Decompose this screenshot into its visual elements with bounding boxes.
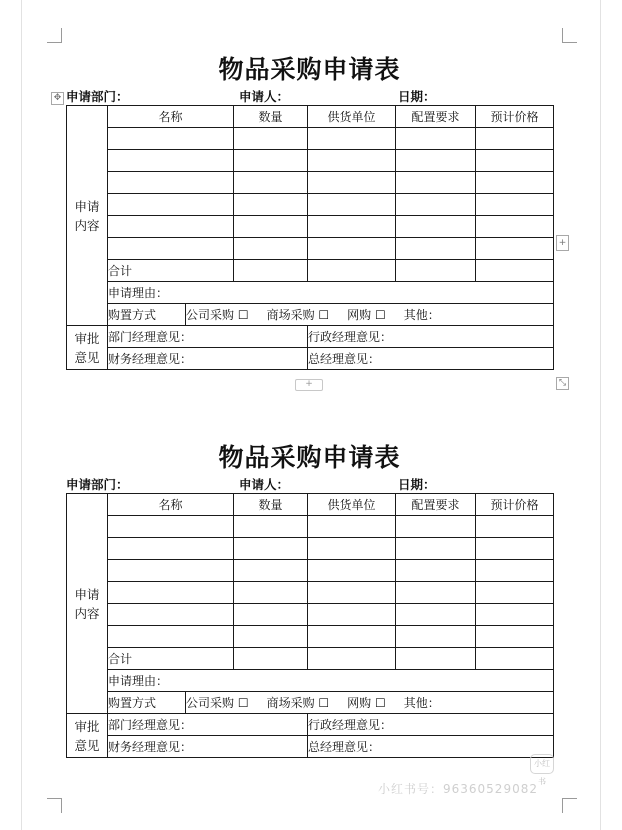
cell-supplier[interactable] — [308, 604, 396, 626]
cell-supplier[interactable] — [308, 172, 396, 194]
margin-corner-top-right — [562, 28, 577, 43]
cell-name[interactable] — [108, 238, 234, 260]
cell-total-supplier[interactable] — [308, 260, 396, 282]
option-other[interactable]: 其他： — [403, 696, 440, 710]
cell-config[interactable] — [396, 238, 476, 260]
date-label[interactable]: 日期： — [398, 89, 436, 104]
approval-row — [67, 736, 554, 758]
total-row — [67, 648, 554, 670]
margin-corner-bottom-right — [562, 798, 577, 813]
table-row — [67, 494, 554, 516]
applicant-label[interactable]: 申请人： — [239, 477, 290, 492]
cell-config[interactable] — [396, 538, 476, 560]
department-label[interactable]: 申请部门： — [66, 477, 129, 492]
cell-total-config[interactable] — [396, 260, 476, 282]
cell-config[interactable] — [396, 582, 476, 604]
general-manager-opinion[interactable]: 总经理意见： — [308, 348, 554, 370]
dept-manager-opinion[interactable]: 部门经理意见： — [108, 714, 308, 736]
request-content-label: 申请 内容 — [67, 494, 108, 714]
cell-name[interactable] — [108, 150, 234, 172]
cell-supplier[interactable] — [308, 216, 396, 238]
cell-name[interactable] — [108, 626, 234, 648]
cell-price[interactable] — [476, 128, 554, 150]
cell-quantity[interactable] — [234, 216, 308, 238]
cell-name[interactable] — [108, 172, 234, 194]
cell-config[interactable] — [396, 216, 476, 238]
cell-supplier[interactable] — [308, 238, 396, 260]
approval-row — [67, 348, 554, 370]
cell-supplier[interactable] — [308, 560, 396, 582]
add-column-icon[interactable]: + — [556, 235, 569, 251]
purchase-table — [66, 105, 554, 370]
option-mall-purchase[interactable]: 商场采购 ☐ — [266, 308, 330, 322]
cell-quantity[interactable] — [234, 626, 308, 648]
cell-name[interactable] — [108, 582, 234, 604]
total-label: 合计 — [108, 260, 234, 282]
cell-price[interactable] — [476, 604, 554, 626]
approval-row — [67, 714, 554, 736]
margin-corner-bottom-left — [47, 798, 62, 813]
page-right-edge — [600, 0, 601, 830]
cell-quantity[interactable] — [234, 238, 308, 260]
option-mall-purchase[interactable]: 商场采购 ☐ — [266, 696, 330, 710]
col-header-price: 预计价格 — [476, 494, 554, 516]
cell-name[interactable] — [108, 560, 234, 582]
date-label[interactable]: 日期： — [398, 477, 436, 492]
reason-row — [67, 282, 554, 304]
table-row — [67, 626, 554, 648]
department-label[interactable]: 申请部门： — [66, 89, 129, 104]
general-manager-opinion[interactable]: 总经理意见： — [308, 736, 554, 758]
cell-price[interactable] — [476, 626, 554, 648]
add-row-icon[interactable]: + — [295, 379, 323, 391]
cell-config[interactable] — [396, 128, 476, 150]
cell-quantity[interactable] — [234, 128, 308, 150]
watermark-text: 小红书号：96360529082 — [378, 782, 538, 796]
table-row — [67, 538, 554, 560]
approval-row — [67, 326, 554, 348]
purchase-method-options — [186, 304, 554, 326]
col-header-config: 配置要求 — [396, 106, 476, 128]
cell-price[interactable] — [476, 560, 554, 582]
cell-price[interactable] — [476, 238, 554, 260]
cell-supplier[interactable] — [308, 582, 396, 604]
request-reason-field[interactable]: 申请理由： — [108, 282, 554, 304]
cell-supplier[interactable] — [308, 128, 396, 150]
request-content-label: 申请 内容 — [67, 106, 108, 326]
col-header-quantity: 数量 — [234, 494, 308, 516]
table-resize-icon[interactable]: ⤡ — [556, 377, 569, 390]
cell-total-supplier[interactable] — [308, 648, 396, 670]
cell-total-price[interactable] — [476, 260, 554, 282]
cell-quantity[interactable] — [234, 582, 308, 604]
cell-price[interactable] — [476, 216, 554, 238]
col-header-supplier: 供货单位 — [308, 106, 396, 128]
col-header-config: 配置要求 — [396, 494, 476, 516]
cell-config[interactable] — [396, 150, 476, 172]
cell-config[interactable] — [396, 604, 476, 626]
cell-supplier[interactable] — [308, 626, 396, 648]
option-company-purchase[interactable]: 公司采购 ☐ — [186, 696, 249, 710]
cell-price[interactable] — [476, 516, 554, 538]
cell-quantity[interactable] — [234, 172, 308, 194]
reason-row — [67, 670, 554, 692]
cell-quantity[interactable] — [234, 516, 308, 538]
cell-name[interactable] — [108, 538, 234, 560]
applicant-label[interactable]: 申请人： — [239, 89, 290, 104]
cell-quantity[interactable] — [234, 538, 308, 560]
cell-config[interactable] — [396, 172, 476, 194]
purchase-method-row — [67, 304, 554, 326]
cell-name[interactable] — [108, 604, 234, 626]
form-title: 物品采购申请表 — [218, 443, 401, 472]
margin-corner-top-left — [47, 28, 62, 43]
cell-name[interactable] — [108, 216, 234, 238]
cell-name[interactable] — [108, 194, 234, 216]
cell-config[interactable] — [396, 560, 476, 582]
table-row — [67, 560, 554, 582]
cell-quantity[interactable] — [234, 560, 308, 582]
cell-name[interactable] — [108, 516, 234, 538]
page-left-edge — [21, 0, 22, 830]
table-row — [67, 238, 554, 260]
col-header-name: 名称 — [108, 494, 234, 516]
table-row — [67, 604, 554, 626]
table-row — [67, 150, 554, 172]
cell-price[interactable] — [476, 150, 554, 172]
cell-quantity[interactable] — [234, 194, 308, 216]
table-row — [67, 582, 554, 604]
cell-price[interactable] — [476, 582, 554, 604]
col-header-price: 预计价格 — [476, 106, 554, 128]
dept-manager-opinion[interactable]: 部门经理意见： — [108, 326, 308, 348]
finance-manager-opinion[interactable]: 财务经理意见： — [108, 348, 308, 370]
cell-config[interactable] — [396, 516, 476, 538]
cell-total-quantity[interactable] — [234, 260, 308, 282]
cell-total-config[interactable] — [396, 648, 476, 670]
option-online-purchase[interactable]: 网购 ☐ — [347, 696, 386, 710]
col-header-quantity: 数量 — [234, 106, 308, 128]
cell-supplier[interactable] — [308, 516, 396, 538]
table-row — [67, 516, 554, 538]
cell-price[interactable] — [476, 194, 554, 216]
finance-manager-opinion[interactable]: 财务经理意见： — [108, 736, 308, 758]
col-header-supplier: 供货单位 — [308, 494, 396, 516]
total-row — [67, 260, 554, 282]
approval-opinion-label: 审批 意见 — [67, 714, 108, 758]
admin-manager-opinion[interactable]: 行政经理意见： — [308, 326, 554, 348]
cell-total-price[interactable] — [476, 648, 554, 670]
cell-quantity[interactable] — [234, 604, 308, 626]
table-row — [67, 128, 554, 150]
purchase-method-row — [67, 692, 554, 714]
purchase-table — [66, 493, 554, 758]
cell-total-quantity[interactable] — [234, 648, 308, 670]
admin-manager-opinion[interactable]: 行政经理意见： — [308, 714, 554, 736]
purchase-method-options — [186, 692, 554, 714]
table-row — [67, 106, 554, 128]
option-other[interactable]: 其他： — [403, 308, 440, 322]
watermark-badge: 小红书 — [530, 754, 554, 774]
cell-price[interactable] — [476, 538, 554, 560]
option-online-purchase[interactable]: 网购 ☐ — [347, 308, 386, 322]
cell-supplier[interactable] — [308, 150, 396, 172]
cell-config[interactable] — [396, 194, 476, 216]
cell-supplier[interactable] — [308, 538, 396, 560]
cell-config[interactable] — [396, 626, 476, 648]
option-company-purchase[interactable]: 公司采购 ☐ — [186, 308, 249, 322]
table-row — [67, 194, 554, 216]
approval-opinion-label: 审批 意见 — [67, 326, 108, 370]
purchase-method-label: 购置方式 — [108, 692, 186, 714]
cell-price[interactable] — [476, 172, 554, 194]
total-label: 合计 — [108, 648, 234, 670]
table-row — [67, 216, 554, 238]
cell-name[interactable] — [108, 128, 234, 150]
purchase-method-label: 购置方式 — [108, 304, 186, 326]
cell-supplier[interactable] — [308, 194, 396, 216]
form-title: 物品采购申请表 — [218, 55, 401, 84]
col-header-name: 名称 — [108, 106, 234, 128]
cell-quantity[interactable] — [234, 150, 308, 172]
request-reason-field[interactable]: 申请理由： — [108, 670, 554, 692]
table-row — [67, 172, 554, 194]
table-move-handle-icon[interactable]: ✥ — [51, 92, 64, 105]
